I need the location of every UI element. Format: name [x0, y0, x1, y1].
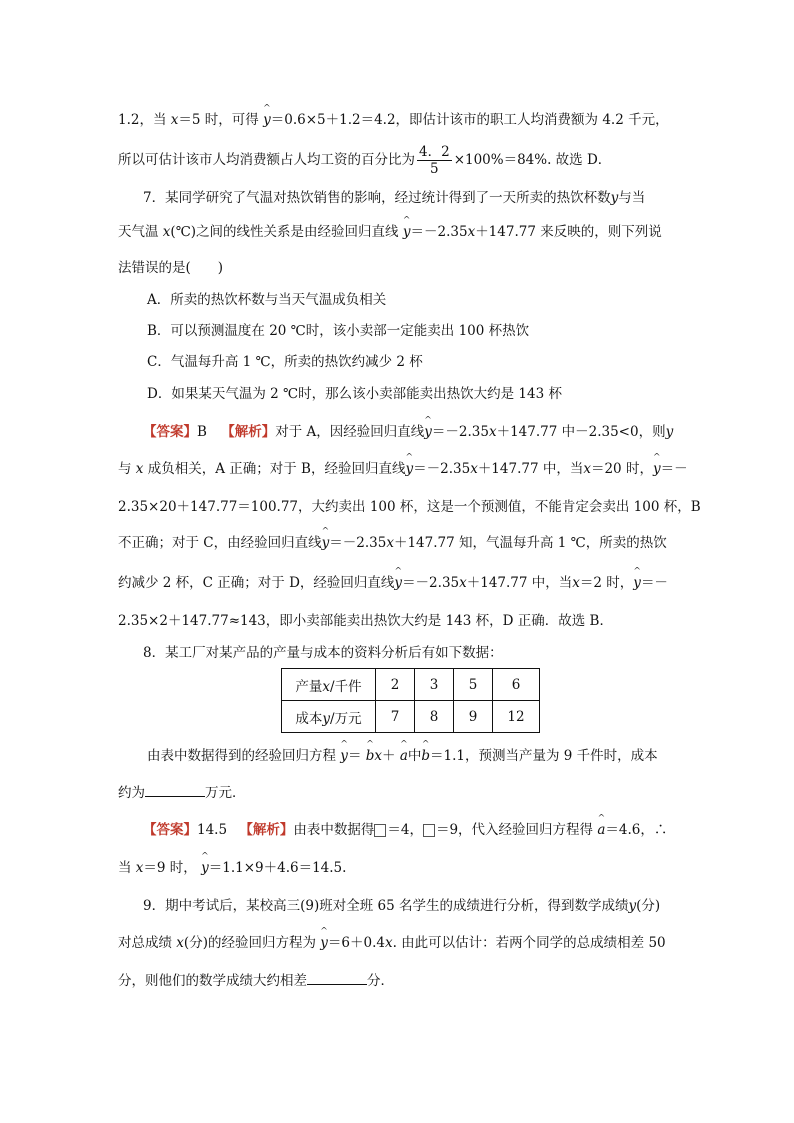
missing-glyph-icon — [423, 824, 435, 837]
var: x — [162, 224, 171, 240]
var-hat: ^ y — [263, 110, 271, 130]
question-7-line-3 — [118, 258, 223, 278]
question-7-line-2 — [118, 222, 662, 242]
var: x — [374, 748, 383, 764]
text: 9．期中考试后，某校高三(9)班对全班 65 名学生的成绩进行分析，得到数学成绩 — [143, 898, 629, 914]
var: y — [322, 710, 331, 727]
text: 约减少 2 杯，C 正确；对于 D，经验回归直线 — [118, 575, 395, 591]
text: 产量 — [295, 678, 323, 695]
answer-value: 14.5 — [197, 822, 228, 838]
answer-value: B — [197, 424, 207, 440]
var: y — [665, 424, 674, 440]
text-line-2 — [118, 142, 611, 178]
table-cell: 6 — [493, 669, 540, 701]
option-d: D．如果某天气温为 2 ℃时，那么该小卖部能卖出热饮大约是 143 杯 — [147, 386, 562, 402]
text: 由表中数据得到的经验回归方程 — [147, 748, 336, 764]
question-8-line-1 — [143, 643, 503, 663]
text: 万元． — [205, 785, 246, 801]
var: x — [386, 535, 394, 551]
var-hat: ^ y — [320, 933, 328, 953]
option-b: B．可以预测温度在 20 ℃时，该小卖部一定能卖出 100 杯热饮 — [147, 323, 530, 339]
text: ＋147.77 来反映的，则下列说 — [475, 224, 662, 240]
denominator: 5 — [430, 161, 439, 177]
var: x — [467, 224, 476, 240]
row-header — [282, 669, 376, 701]
text: 成负相关，A 正确；对于 B，经验回归直线 — [147, 461, 406, 477]
table-cell: 3 — [415, 669, 454, 701]
var-hat: ^ y — [633, 573, 641, 593]
text: 7．某同学研究了气温对热饮销售的影响，经过统计得到了一天所卖的热饮杯数 — [143, 190, 611, 206]
text: ＝6＋0.4 — [327, 935, 385, 951]
text: ＝20 时， — [590, 461, 653, 477]
text: 8．某工厂对某产品的产量与成本的资料分析后有如下数据： — [143, 645, 503, 661]
text: 法错误的是( ) — [118, 260, 224, 276]
text: 约为 — [118, 785, 145, 801]
var-hat: ^ y — [424, 422, 432, 442]
text: ＝5 时，可得 — [178, 112, 259, 128]
var: x — [583, 461, 591, 477]
answer-blank — [145, 782, 205, 797]
text: ＝ — [347, 748, 362, 764]
var: y — [610, 190, 619, 206]
var: x — [135, 860, 144, 876]
text: ＝9 时， — [143, 860, 197, 876]
var: y — [628, 898, 637, 914]
var-hat: ^ y — [653, 459, 661, 479]
text: 中 — [407, 748, 422, 764]
var-hat: ^ y — [322, 533, 330, 553]
var: x — [459, 575, 467, 591]
text: ＝－2.35 — [402, 575, 460, 591]
question-8-line-3 — [118, 782, 246, 803]
text: ＝0.6×5＋1.2＝4.2，即估计该市的职工人均消费额为 4.2 千元， — [270, 112, 669, 128]
answer-7-line-1 — [143, 422, 673, 442]
text: 与 — [118, 461, 132, 477]
text: ＝－2.35 — [329, 535, 387, 551]
text: ＝－2.35 — [410, 224, 468, 240]
analysis-tag: 【解析】 — [239, 822, 294, 838]
text: ＝2 时， — [579, 575, 634, 591]
text: (分) — [636, 898, 661, 914]
var-hat: ^ b — [421, 746, 430, 766]
text: ＋147.77 中－2.35<0，则 — [496, 424, 666, 440]
data-table — [281, 668, 540, 733]
text: ＝9，代入经验回归方程得 — [435, 822, 594, 838]
text: 由表中数据得 — [293, 822, 375, 838]
table-cell: 9 — [454, 701, 493, 733]
var: x — [470, 461, 478, 477]
text: (℃)之间的线性关系是由经验回归直线 — [170, 224, 399, 240]
answer-7-line-4 — [118, 533, 667, 553]
question-9-line-2 — [118, 933, 666, 953]
answer-7-line-2 — [118, 459, 688, 479]
text: ＋147.77 知，气温每升高 1 ℃，所卖的热饮 — [393, 535, 667, 551]
var: x — [322, 678, 331, 695]
text: 分，则他们的数学成绩大约相差 — [118, 973, 307, 989]
text: /万元 — [330, 710, 362, 727]
text: ＋147.77 中，当 — [477, 461, 584, 477]
question-9-line-3 — [118, 970, 394, 991]
text: (分)的经验回归方程为 — [183, 935, 316, 951]
text: ＝1.1，预测当产量为 9 千件时，成本 — [430, 748, 658, 764]
var: x — [384, 935, 393, 951]
answer-7-line-6 — [118, 611, 613, 631]
var: x — [176, 935, 184, 951]
var-hat: ^ y — [340, 746, 348, 766]
answer-tag: 【答案】 — [143, 822, 197, 838]
text: 与当 — [618, 190, 646, 206]
answer-tag: 【答案】 — [143, 424, 197, 440]
table-cell: 2 — [376, 669, 415, 701]
text: 不正确；对于 C，由经验回归直线 — [118, 535, 322, 551]
answer-7-line-5 — [118, 573, 668, 593]
var: x — [572, 575, 580, 591]
missing-glyph-icon — [374, 824, 386, 837]
var-hat: ^ y — [394, 573, 402, 593]
var-hat: ^ a — [400, 746, 408, 766]
table-row — [282, 669, 540, 701]
fraction — [417, 144, 452, 177]
text: 成本 — [295, 710, 323, 727]
text: ＝－ — [640, 575, 668, 591]
var-hat: ^ a — [597, 820, 605, 840]
answer-7-line-3 — [118, 497, 701, 517]
question-8-line-2 — [147, 746, 658, 766]
text: ＝－2.35 — [413, 461, 471, 477]
numerator: 4．2 — [419, 144, 450, 160]
var: x — [170, 112, 179, 128]
table-row — [282, 701, 540, 733]
table-cell: 7 — [376, 701, 415, 733]
text: 当 — [118, 860, 132, 876]
text: 所以可估计该市人均消费额占人均工资的百分比为 — [118, 152, 415, 168]
question-9-line-1 — [143, 896, 660, 916]
row-header — [282, 701, 376, 733]
text: ＋ — [382, 748, 396, 764]
var: x — [135, 461, 144, 477]
var: x — [488, 424, 497, 440]
text: 对于 A，因经验回归直线 — [275, 424, 425, 440]
text: /千件 — [330, 678, 362, 695]
option-c: C．气温每升高 1 ℃，所卖的热饮约减少 2 杯 — [147, 354, 423, 370]
text: ＝1.1×9＋4.6＝14.5. — [208, 860, 347, 876]
text: 对总成绩 — [118, 935, 172, 951]
text: 2.35×2＋147.77≈143，即小卖部能卖出热饮大约是 143 杯，D 正确．故选 B． — [118, 613, 613, 629]
text: ＝4， — [387, 822, 423, 838]
var-hat: ^ y — [405, 459, 413, 479]
text: ＝－2.35 — [431, 424, 489, 440]
text: ＝－ — [660, 461, 688, 477]
text: 2.35×20＋147.77＝100.77，大约卖出 100 杯，这是一个预测值，不能肯定会卖出 100 杯，B — [118, 499, 701, 515]
text: ＋147.77 中，当 — [466, 575, 573, 591]
text: . 由此可以估计：若两个同学的总成绩相差 50 — [392, 935, 666, 951]
var-hat: ^ y — [403, 222, 411, 242]
table-cell: 12 — [493, 701, 540, 733]
answer-blank — [307, 970, 367, 985]
text-line-1 — [118, 110, 669, 130]
table-cell: 8 — [415, 701, 454, 733]
option-a: A．所卖的热饮杯数与当天气温成负相关 — [147, 292, 387, 308]
question-7-line-1 — [143, 188, 645, 208]
text: 天气温 — [118, 224, 159, 240]
text: 1.2，当 — [118, 112, 167, 128]
answer-8-line-1 — [143, 820, 667, 840]
analysis-tag: 【解析】 — [221, 424, 276, 440]
table-cell: 5 — [454, 669, 493, 701]
var-hat: ^ b — [366, 746, 375, 766]
text: ＝4.6，∴ — [605, 822, 668, 838]
var-hat: ^ y — [201, 858, 209, 878]
text: ×100%＝84%. 故选 D． — [453, 152, 612, 168]
answer-8-line-2 — [118, 858, 346, 878]
text: 分． — [367, 973, 394, 989]
